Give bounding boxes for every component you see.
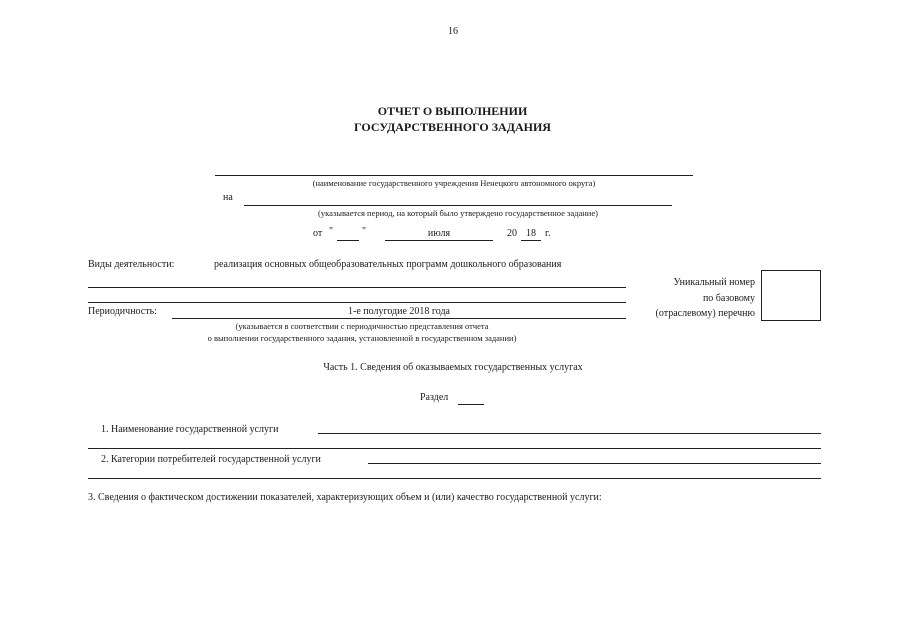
service-name-field[interactable] <box>318 433 821 434</box>
part1-heading: Часть 1. Сведения об оказываемых государственных услугах <box>323 362 583 373</box>
institution-caption: (наименование государственного учреждения Ненецкого автономного округа) <box>312 178 596 188</box>
date-year-suffix: 18 <box>526 228 536 239</box>
unique-number-box[interactable] <box>761 270 821 321</box>
activity-line-1[interactable] <box>88 287 626 288</box>
date-year-unit: г. <box>545 228 551 239</box>
periodicity-caption-1: (указывается в соответствии с периодичностью представления отчета <box>235 321 489 331</box>
periodicity-label: Периодичность: <box>88 306 157 317</box>
date-quote-close: " <box>362 226 367 237</box>
period-prefix: на <box>223 192 233 203</box>
unique-number-label <box>620 275 755 322</box>
date-year-prefix: 20 <box>507 228 517 239</box>
unique-number-label-2: по базовому <box>702 292 755 304</box>
date-day-field[interactable] <box>337 240 359 241</box>
institution-field[interactable] <box>215 175 693 176</box>
indicators-heading: 3. Сведения о фактическом достижении показателей, характеризующих объем и (или) качество государственной услуги: <box>88 492 602 503</box>
periodicity-caption-2: о выполнении государственного задания, установленной в государственном задании) <box>207 333 517 343</box>
page-number: 16 <box>448 26 458 37</box>
consumers-line-2[interactable] <box>88 478 821 479</box>
period-caption: (указывается период, на который было утверждено государственное задание) <box>318 208 598 218</box>
consumers-label: 2. Категории потребителей государственной услуги <box>101 454 321 465</box>
period-field[interactable] <box>244 205 672 206</box>
title-line-1: ОТЧЕТ О ВЫПОЛНЕНИИ <box>377 104 528 118</box>
service-name-label: 1. Наименование государственной услуги <box>101 424 279 435</box>
periodicity-value: 1-е полугодие 2018 года <box>347 306 450 317</box>
date-year-field[interactable] <box>521 240 541 241</box>
unique-number-label-3: (отраслевому) перечню <box>655 308 755 319</box>
unique-number-label-1: Уникальный номер <box>673 277 755 288</box>
consumers-field[interactable] <box>368 463 821 464</box>
activity-label: Виды деятельности: <box>88 259 175 270</box>
periodicity-field[interactable] <box>172 318 626 319</box>
section-label: Раздел <box>420 392 449 403</box>
title-line-2: ГОСУДАРСТВЕННОГО ЗАДАНИЯ <box>354 120 551 134</box>
activity-value: реализация основных общеобразовательных программ дошкольного образования <box>214 259 562 270</box>
date-quote-open: " <box>329 226 334 237</box>
service-name-line-2[interactable] <box>88 448 821 449</box>
date-from-label: от <box>313 228 323 239</box>
date-month: июля <box>427 228 451 239</box>
activity-line-2[interactable] <box>88 302 626 303</box>
document-title <box>300 103 605 135</box>
section-field[interactable] <box>458 404 484 405</box>
date-month-field[interactable] <box>385 240 493 241</box>
